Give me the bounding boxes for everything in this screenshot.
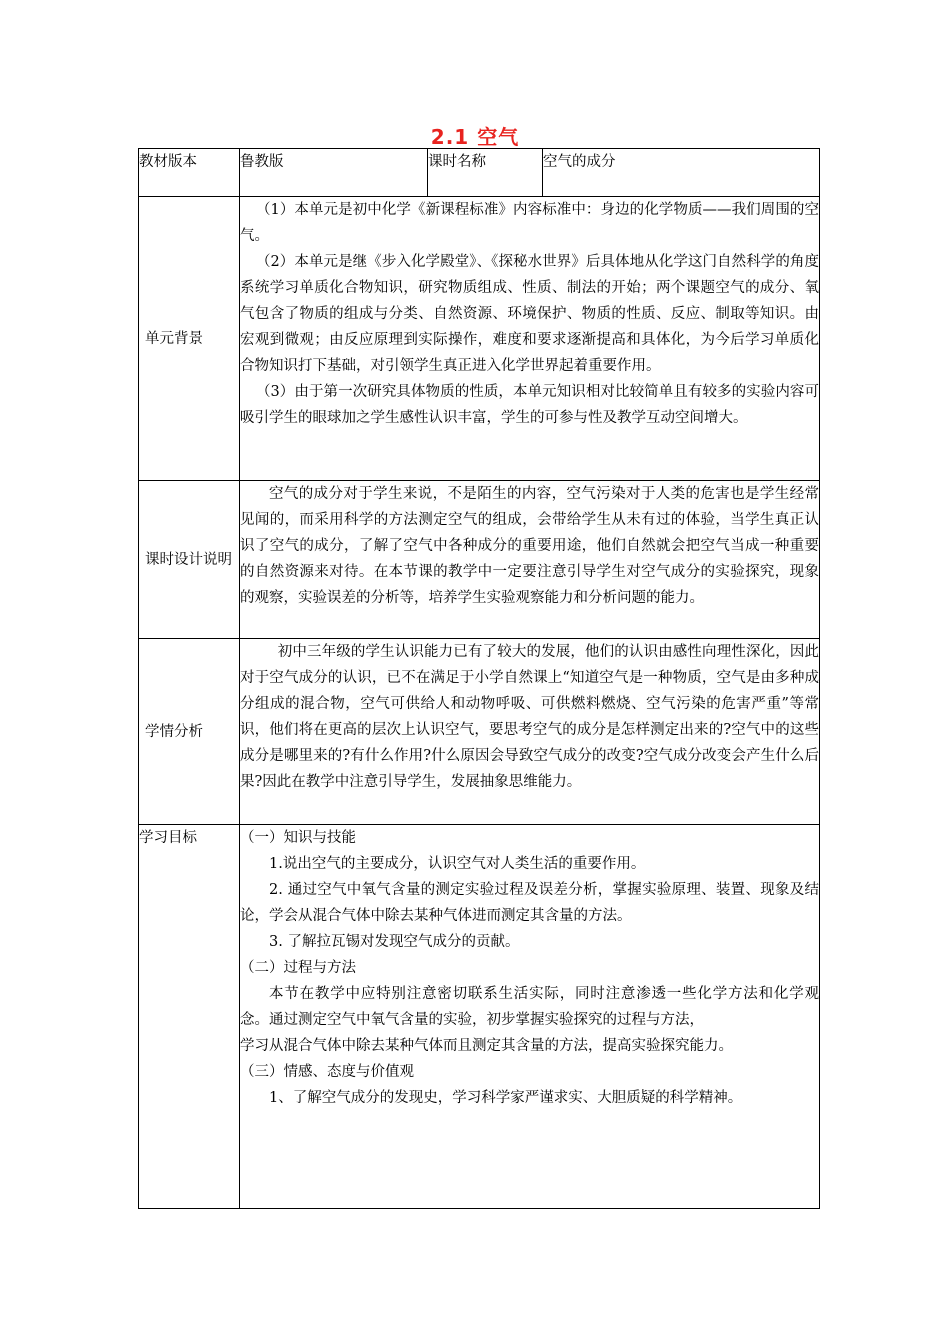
- goals-section-1-heading: （一）知识与技能: [240, 830, 356, 846]
- unit-background-paragraph-3: （3）由于第一次研究具体物质的性质，本单元知识相对比较简单且有较多的实验内容可吸引学生的眼球加之学生感性认识丰富，学生的可参与性及教学互动空间增大。: [240, 384, 819, 426]
- page-title: 2.1 空气: [430, 125, 520, 149]
- student-analysis-content: [240, 639, 820, 825]
- learning-goals-row: [139, 825, 820, 1209]
- header-row: [139, 149, 820, 197]
- student-analysis-row: [139, 639, 820, 825]
- goals-section-2-paragraph-2: 学习从混合气体中除去某种气体而且测定其含量的方法，提高实验探究能力。: [240, 1038, 733, 1054]
- lesson-design-paragraph: 空气的成分对于学生来说，不是陌生的内容，空气污染对于人类的危害也是学生经常见闻的，而采用科学的方法测定空气的组成，会带给学生从未有过的体验，当学生真正认识了空气的成分，了解了空气中各种成分的重要用途，他们自然就会把空气当成一种重要的自然资源来对待。在本节课的教学中一定要注意引导学生对空气成分的实验探究，现象的观察，实验误差的分析等，培养学生实验观察能力和分析问题的能力。: [240, 486, 819, 606]
- lesson-design-row: [139, 481, 820, 639]
- unit-background-label: 单元背景: [139, 197, 240, 481]
- student-analysis-label: 学情分析: [139, 639, 240, 825]
- goals-section-1-item-3: 3. 了解拉瓦锡对发现空气成分的贡献。: [269, 934, 520, 950]
- goals-section-1-item-1: 1.说出空气的主要成分，认识空气对人类生活的重要作用。: [269, 856, 646, 872]
- goals-section-3-item-1: 1、了解空气成分的发现史，学习科学家严谨求实、大胆质疑的科学精神。: [269, 1090, 743, 1106]
- lesson-name-label: 课时名称: [428, 149, 543, 197]
- unit-background-content: [240, 197, 820, 481]
- unit-background-paragraph-2: （2）本单元是继《步入化学殿堂》、《探秘水世界》后具体地从化学这门自然科学的角度系统学习单质化合物知识，研究物质组成、性质、制法的开始；两个课题空气的成分、氧气包含了物质的组成与分类、自然资源、环境保护、物质的性质、反应、制取等知识。由宏观到微观；由反应原理到实际操作，难度和要求逐渐提高和具体化，为今后学习单质化合物知识打下基础，对引领学生真正进入化学世界起着重要作用。: [240, 254, 819, 374]
- edition-label: 教材版本: [139, 149, 240, 197]
- lesson-name-value: 空气的成分: [543, 149, 820, 197]
- goals-section-1-item-2: 2. 通过空气中氧气含量的测定实验过程及误差分析，掌握实验原理、装置、现象及结论，学会从混合气体中除去某种气体进而测定其含量的方法。: [240, 882, 819, 924]
- unit-background-row: [139, 197, 820, 481]
- student-analysis-paragraph: 初中三年级的学生认识能力已有了较大的发展，他们的认识由感性向理性深化，因此对于空气成分的认识，已不在满足于小学自然课上“知道空气是一种物质，空气是由多种成分组成的混合物，空气可供给人和动物呼吸、可供燃料燃烧、空气污染的危害严重”等常识，他们将在更高的层次上认识空气，要思考空气的成分是怎样测定出来的?空气中的这些成分是哪里来的?有什么作用?什么原因会导致空气成分的改变?空气成分改变会产生什么后果?因此在教学中注意引导学生，发展抽象思维能力。: [240, 644, 819, 790]
- goals-section-3-heading: （三）情感、态度与价值观: [240, 1064, 414, 1080]
- edition-value: 鲁教版: [240, 149, 428, 197]
- goals-section-2-paragraph-1: 本节在教学中应特别注意密切联系生活实际，同时注意渗透一些化学方法和化学观念。通过测定空气中氧气含量的实验，初步掌握实验探究的过程与方法，: [240, 986, 819, 1028]
- lesson-plan-table: [138, 148, 820, 1209]
- lesson-design-label: 课时设计说明: [139, 481, 240, 639]
- learning-goals-content: [240, 825, 820, 1209]
- lesson-design-content: [240, 481, 820, 639]
- unit-background-paragraph-1: （1）本单元是初中化学《新课程标准》内容标准中：身边的化学物质——我们周围的空气。: [240, 202, 819, 244]
- goals-section-2-heading: （二）过程与方法: [240, 960, 356, 976]
- learning-goals-label: 学习目标: [139, 825, 240, 1209]
